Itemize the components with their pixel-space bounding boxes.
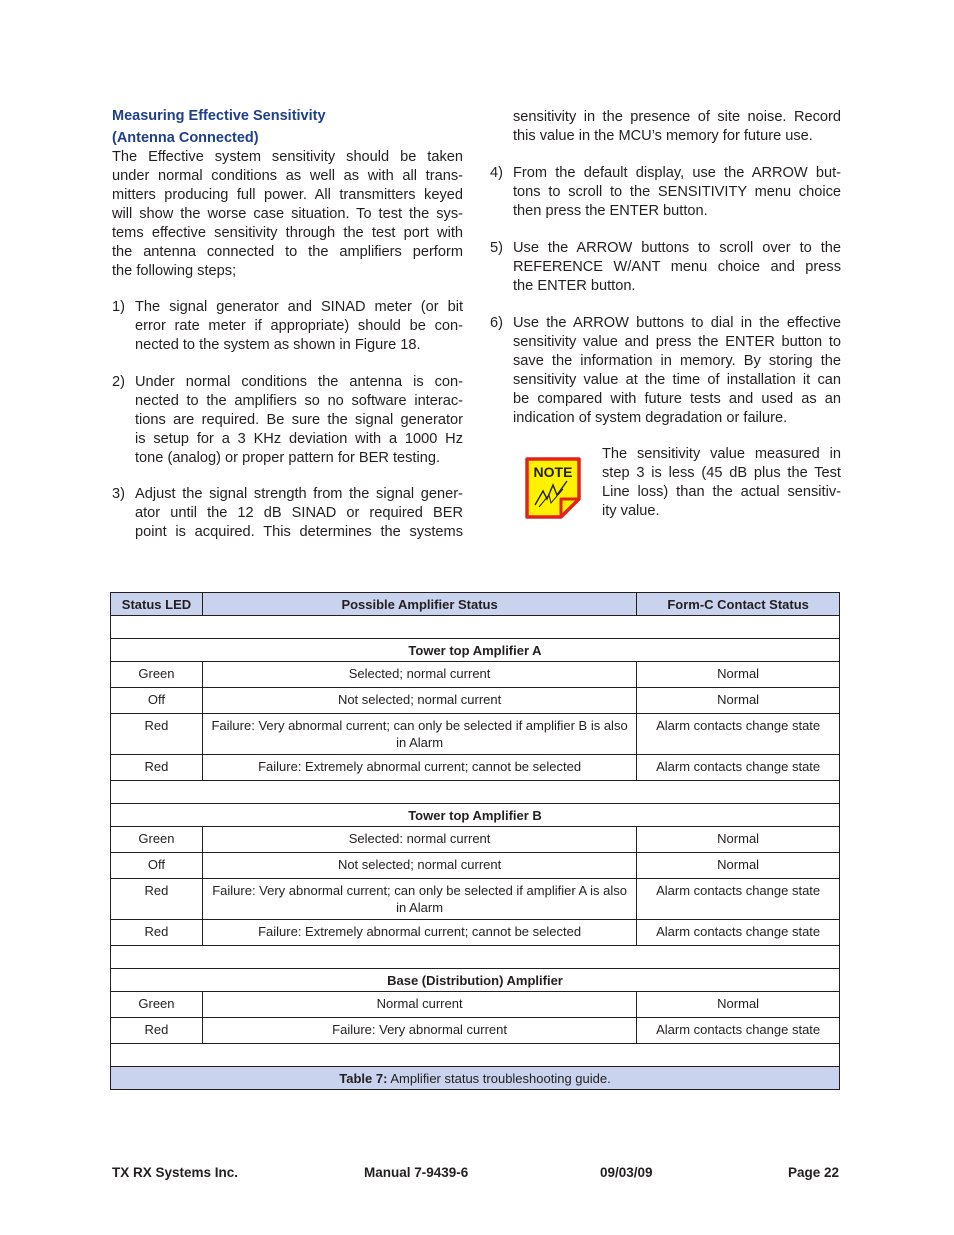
step-number: 5) (490, 240, 503, 256)
table-caption (111, 1067, 840, 1090)
step-line: sensitivity value at the time of installation it can (513, 372, 841, 388)
cell-contact: Normal (637, 688, 840, 714)
step-line: sensitivity value and press the ENTER button to (513, 334, 841, 350)
section-title: Tower top Amplifier B (111, 804, 840, 827)
step-4 (490, 164, 841, 221)
cell-contact: Alarm contacts change state (637, 879, 840, 920)
cell-contact: Normal (637, 853, 840, 879)
step-line: Use the ARROW buttons to dial in the effective (513, 315, 841, 331)
intro-line: The Effective system sensitivity should be taken (112, 149, 463, 165)
cell-status: Not selected; normal current (202, 688, 636, 714)
cell-contact: Alarm contacts change state (637, 1018, 840, 1044)
step-number: 3) (112, 486, 125, 502)
step-line: tions are required. Be sure the signal generator (135, 412, 463, 428)
spacer-row (111, 946, 840, 969)
step-line: Under normal conditions the antenna is con- (135, 374, 463, 390)
step-line: then press the ENTER button. (513, 203, 708, 219)
table-row (111, 853, 840, 879)
cell-status: Failure: Very abnormal current (202, 1018, 636, 1044)
step-line: nected to the system as shown in Figure 18. (135, 337, 421, 353)
cell-contact: Alarm contacts change state (637, 920, 840, 946)
section-row (111, 804, 840, 827)
header-contact-status: Form-C Contact Status (637, 593, 840, 616)
note-line: Line loss) than the actual sensitiv- (602, 484, 841, 500)
step-line: this value in the MCU’s memory for future use. (513, 128, 813, 144)
cell-status: Failure: Extremely abnormal current; cannot be selected (202, 920, 636, 946)
step-3 (112, 485, 463, 542)
cell-led: Green (111, 827, 203, 853)
note-icon (523, 455, 583, 521)
footer-date: 09/03/09 (600, 1165, 653, 1180)
step-line: Adjust the signal strength from the signal gener- (135, 486, 463, 502)
step-line: From the default display, use the ARROW but- (513, 165, 841, 181)
step-line: Use the ARROW buttons to scroll over to the (513, 240, 841, 256)
section-row (111, 639, 840, 662)
step-line: point is acquired. This determines the systems (135, 524, 463, 540)
table-row (111, 920, 840, 946)
table-row (111, 714, 840, 755)
intro-line: will show the worse case situation. To test the sys- (112, 206, 463, 222)
cell-led: Red (111, 920, 203, 946)
step-line: indication of system degradation or failure. (513, 410, 788, 426)
table-row (111, 662, 840, 688)
cell-contact: Normal (637, 662, 840, 688)
spacer-row (111, 616, 840, 639)
footer-page: Page 22 (788, 1165, 840, 1180)
intro-line: mitters producing full power. All transmitters keyed (112, 187, 463, 203)
footer-company: TX RX Systems Inc. (112, 1165, 239, 1180)
cell-led: Off (111, 688, 203, 714)
spacer-row (111, 1044, 840, 1067)
cell-status: Selected: normal current (202, 827, 636, 853)
intro-line: the following steps; (112, 263, 237, 279)
cell-status: Failure: Extremely abnormal current; cannot be selected (202, 755, 636, 781)
cell-contact: Alarm contacts change state (637, 755, 840, 781)
section-row (111, 969, 840, 992)
footer-manual: Manual 7-9439-6 (364, 1165, 469, 1180)
cell-status: Failure: Very abnormal current; can only be selected if amplifier A is also in Alarm (202, 879, 636, 920)
table-row (111, 827, 840, 853)
note-line: step 3 is less (45 dB plus the Test (602, 465, 841, 481)
step-line: tone (analog) or proper pattern for BER testing. (135, 450, 441, 466)
step-1 (112, 298, 463, 355)
cell-status: Selected; normal current (202, 662, 636, 688)
note-text (602, 445, 841, 521)
cell-status: Normal current (202, 992, 636, 1018)
step-line: The signal generator and SINAD meter (or bit (135, 299, 463, 315)
spacer-row (111, 781, 840, 804)
cell-status: Failure: Very abnormal current; can only be selected if amplifier B is also in Alarm (202, 714, 636, 755)
step-number: 4) (490, 165, 503, 181)
cell-led: Green (111, 992, 203, 1018)
cell-status: Not selected; normal current (202, 853, 636, 879)
step-line: sensitivity in the presence of site noise. Record (513, 109, 841, 125)
section-title: Tower top Amplifier A (111, 639, 840, 662)
table-row (111, 688, 840, 714)
caption-row (111, 1067, 840, 1090)
step-line: ator until the 12 dB SINAD or required BER (135, 505, 463, 521)
intro-paragraph (112, 148, 463, 281)
intro-line: under normal conditions as well as with all trans- (112, 168, 463, 184)
cell-led: Red (111, 755, 203, 781)
step-line: REFERENCE W/ANT menu choice and press (513, 259, 841, 275)
heading-line-2: (Antenna Connected) (112, 130, 259, 146)
step-line: nected to the amplifiers so no software interac- (135, 393, 463, 409)
cell-contact: Normal (637, 827, 840, 853)
intro-line: the antenna connected to the amplifiers perform (112, 244, 463, 260)
amplifier-status-table (110, 592, 840, 1090)
step-line: error rate meter if appropriate) should be con- (135, 318, 463, 334)
table-row (111, 1018, 840, 1044)
caption-text: Amplifier status troubleshooting guide. (387, 1070, 611, 1086)
step-line: is setup for a 3 KHz deviation with a 1000 Hz (135, 431, 463, 447)
table-row (111, 992, 840, 1018)
table-row (111, 879, 840, 920)
step-5 (490, 239, 841, 296)
header-status-led: Status LED (111, 593, 203, 616)
step-number: 1) (112, 299, 125, 315)
step-number: 2) (112, 374, 125, 390)
step-3-continued (490, 108, 841, 146)
note-line: The sensitivity value measured in (602, 446, 841, 462)
intro-line: tems effective sensitivity through the test port with (112, 225, 463, 241)
table-header-row (111, 593, 840, 616)
step-line: the ENTER button. (513, 278, 636, 294)
step-line: save the information in memory. By storing the (513, 353, 841, 369)
step-number: 6) (490, 315, 503, 331)
cell-contact: Alarm contacts change state (637, 714, 840, 755)
cell-led: Off (111, 853, 203, 879)
caption-label: Table 7: (339, 1070, 388, 1086)
cell-led: Red (111, 1018, 203, 1044)
step-2 (112, 373, 463, 468)
cell-contact: Normal (637, 992, 840, 1018)
heading-line-1: Measuring Effective Sensitivity (112, 108, 326, 124)
step-6 (490, 314, 841, 428)
note-icon-label: NOTE (533, 464, 573, 480)
step-line: tons to scroll to the SENSITIVITY menu choice (513, 184, 841, 200)
cell-led: Red (111, 879, 203, 920)
section-title: Base (Distribution) Amplifier (111, 969, 840, 992)
header-amplifier-status: Possible Amplifier Status (202, 593, 636, 616)
step-line: be compared with future tests and used as an (513, 391, 841, 407)
cell-led: Red (111, 714, 203, 755)
note-line: ity value. (602, 503, 660, 519)
table-row (111, 755, 840, 781)
cell-led: Green (111, 662, 203, 688)
